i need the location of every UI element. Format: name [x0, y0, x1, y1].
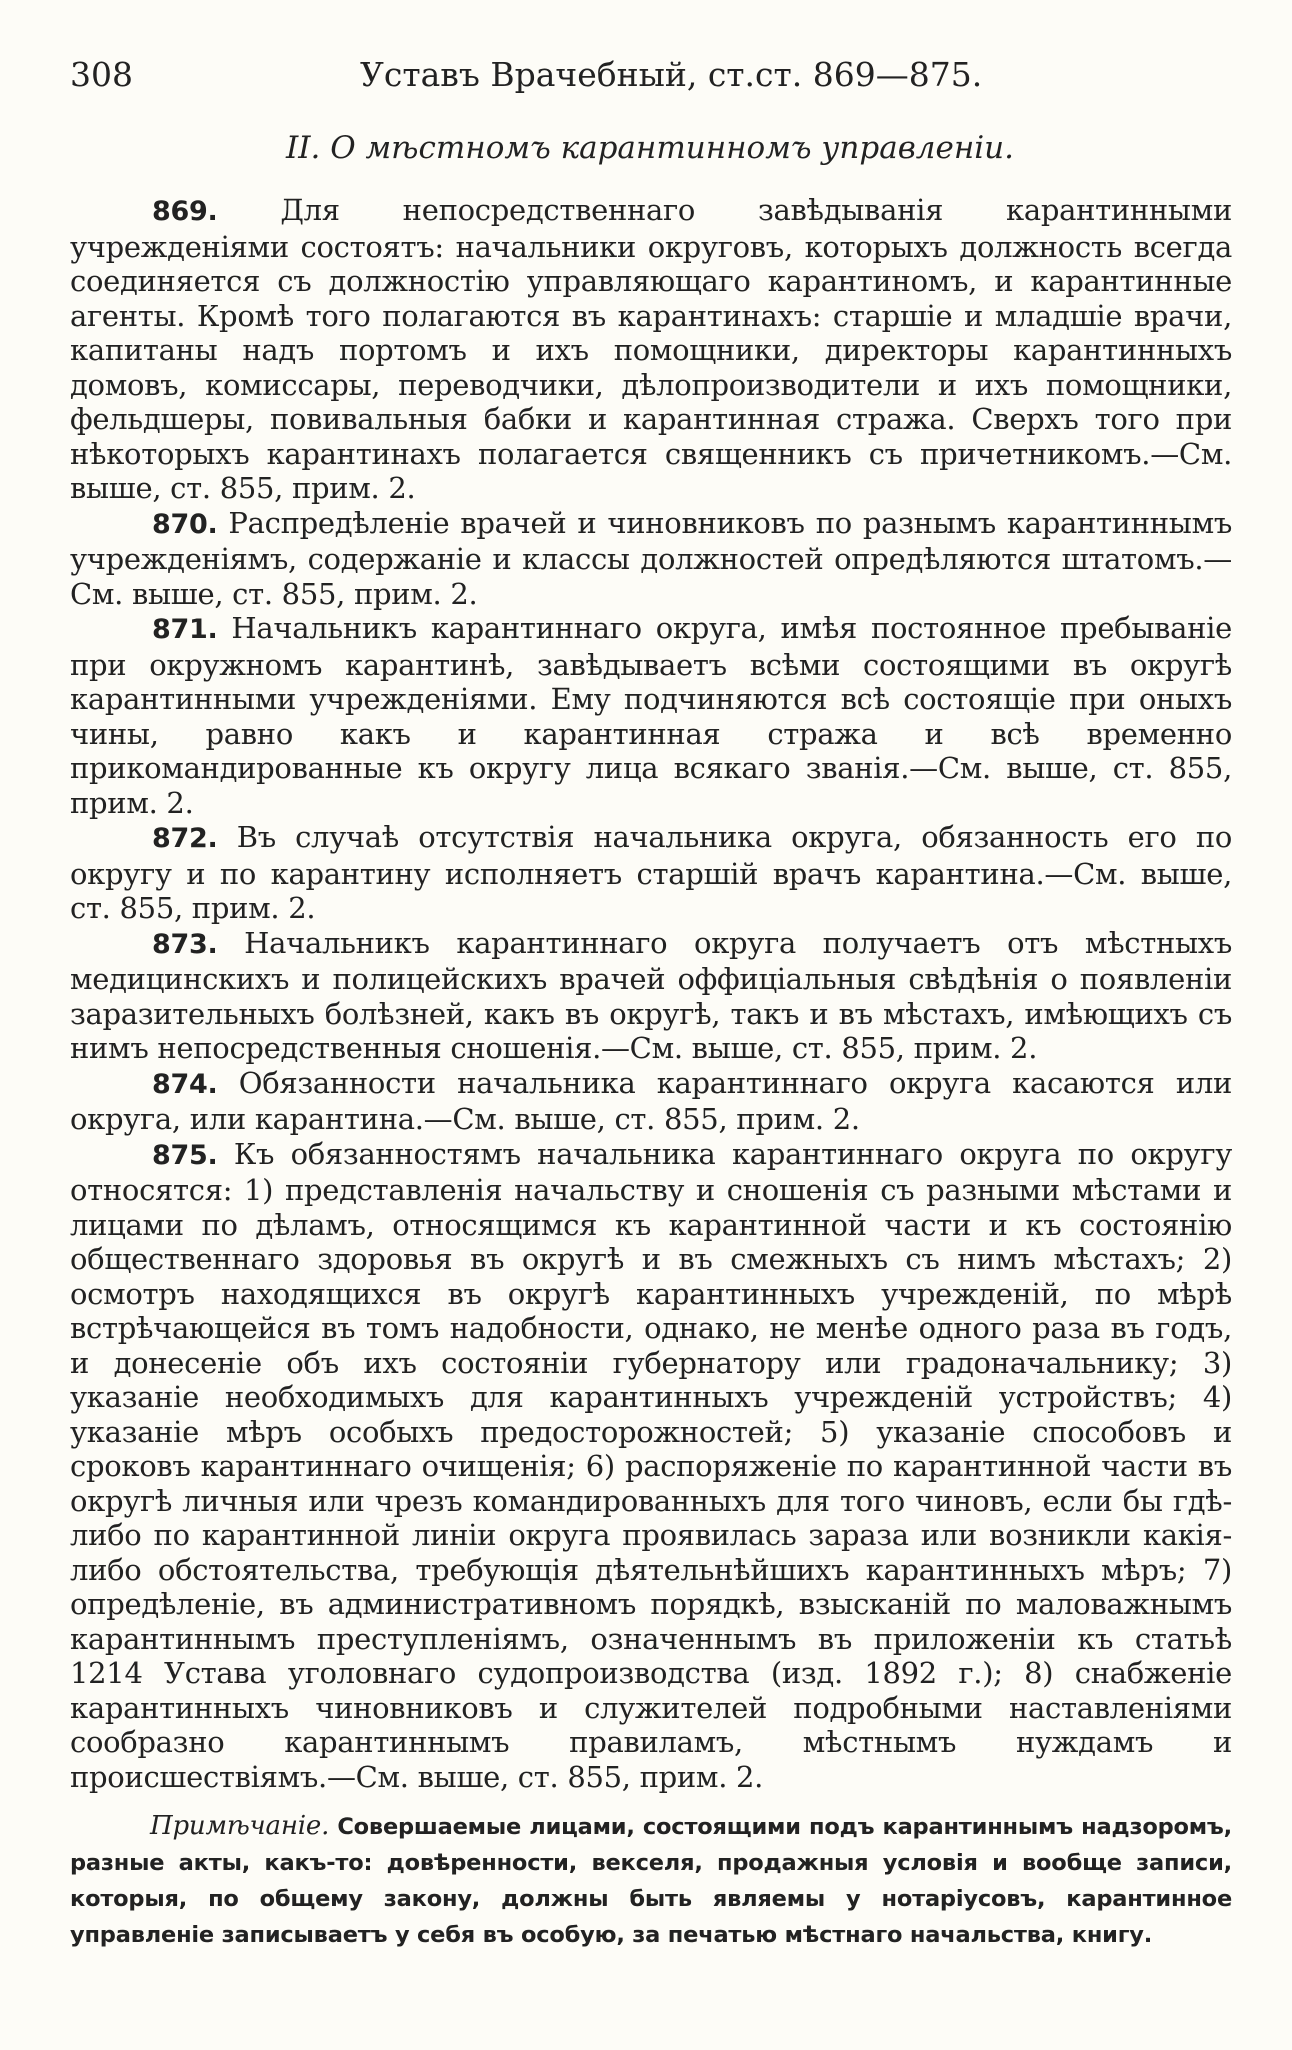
article-873 [70, 926, 1232, 1066]
article-text: Въ случаѣ отсутствiя начальника округа, обязанность его по округу и по карантину исполняетъ старшiй врачъ карантина.—См. выше, ст. 855, прим. 2. [70, 820, 1233, 925]
footnote [70, 1808, 1232, 1953]
note-text: Совершаемые лицами, состоящими подъ карантиннымъ надзоромъ, разные акты, какъ-то: довѣренности, векселя, продажныя условiя и вообще записи, которыя, по общему закону, должны быть являемы у нотарiусовъ, карантинное управленiе записываетъ у себя въ особую, за печатью мѣстнаго начальства, книгу. [70, 1814, 1232, 1948]
article-text: Начальникъ карантиннаго округа, имѣя постоянное пребыванiе при окружномъ карантинѣ, завѣдываетъ всѣми состоящими въ округѣ карантинными учрежденiями. Ему подчиняются всѣ состоящiе при оныхъ чины, равно какъ и карантинная стража и всѣ временно прикомандированные къ округу лица всякаго званiя.—См. выше, ст. 855, прим. 2. [70, 611, 1232, 820]
article-number: 873. [152, 928, 218, 960]
running-title: Уставъ Врачебный, ст.ст. 869—875. [360, 55, 983, 94]
article-871 [70, 611, 1232, 820]
article-text: Къ обязанностямъ начальника карантиннаго округа по округу относятся: 1) представленiя начальству и сношенiя съ разными мѣстами и лицами по дѣламъ, относящимся къ карантинной части и къ состоянiю общественнаго здоровья въ округѣ и въ смежныхъ съ нимъ мѣстахъ; 2) осмотръ находящихся въ округѣ карантинныхъ учрежденiй, по мѣрѣ встрѣчающейся въ томъ надобности, однако, не менѣе одного раза въ годъ, и донесенiе объ ихъ состоянiи губернатору или градоначальнику; 3) указанiе необходимыхъ для карантинныхъ учрежденiй устройствъ; 4) указанiе мѣръ особыхъ предосторожностей; 5) указанiе способовъ и сроковъ карантиннаго очищенiя; 6) распоряженiе по карантинной части въ округѣ личныя или чрезъ командированныхъ для того чиновъ, если бы гдѣ-либо по карантинной линiи округа проявилась зараза или возникли какiя-либо обстоятельства, требующiя дѣятельнѣйшихъ карантинныхъ мѣръ; 7) опредѣленiе, въ административномъ порядкѣ, взысканiй по маловажнымъ карантиннымъ преступленiямъ, означеннымъ въ приложенiи къ статьѣ 1214 Устава уголовнаго судопроизводства (изд. 1892 г.); 8) снабженiе карантинныхъ чиновниковъ и служителей подробными наставленiями сообразно карантиннымъ правиламъ, мѣстнымъ нуждамъ и происшествiямъ.—См. выше, ст. 855, прим. 2. [70, 1136, 1233, 1794]
article-text: Начальникъ карантиннаго округа получаетъ отъ мѣстныхъ медицинскихъ и полицейскихъ врачей оффицiальныя свѣдѣнiя о появленiи заразительныхъ болѣзней, какъ въ округѣ, такъ и въ мѣстахъ, имѣющихъ съ нимъ непосредственныя сношенiя.—См. выше, ст. 855, прим. 2. [70, 925, 1232, 1065]
page-number: 308 [70, 55, 133, 94]
article-875 [70, 1137, 1232, 1795]
article-number: 870. [152, 508, 218, 540]
article-874 [70, 1066, 1232, 1137]
body-text [70, 193, 1232, 1953]
article-number: 871. [152, 614, 218, 645]
article-text: Обязанности начальника карантиннаго округа касаются или округа, или карантина.—См. выше, ст. 855, прим. 2. [70, 1065, 1232, 1136]
section-heading: II. О мѣстномъ карантинномъ управленiи. [286, 130, 1014, 166]
article-number: 869. [152, 196, 218, 227]
article-872 [70, 820, 1232, 926]
article-870 [70, 506, 1232, 612]
article-text: Для непосредственнаго завѣдыванiя карантинными учрежденiями состоятъ: начальники округовъ, которыхъ должность всегда соединяется съ должностiю управляющаго карантиномъ, и карантинные агенты. Кромѣ того полагаются въ карантинахъ: старшiе и младшiе врачи, капитаны надъ портомъ и ихъ помощники, директоры карантинныхъ домовъ, комиссары, переводчики, дѣлопроизводители и ихъ помощники, фельдшеры, повивальныя бабки и карантинная стража. Сверхъ того при нѣкоторыхъ карантинахъ полагается священникъ съ причетникомъ.—См. выше, ст. 855, прим. 2. [70, 193, 1232, 505]
article-number: 875. [152, 1139, 218, 1171]
article-text: Распредѣленiе врачей и чиновниковъ по разнымъ карантиннымъ учрежденiямъ, содержанiе и классы должностей опредѣляются штатомъ.—См. выше, ст. 855, прим. 2. [70, 505, 1232, 611]
article-number: 872. [152, 823, 218, 854]
page-header [70, 55, 1230, 105]
note-label: Примѣчанiе. [150, 1811, 330, 1841]
article-869 [70, 193, 1232, 506]
article-number: 874. [152, 1068, 218, 1100]
